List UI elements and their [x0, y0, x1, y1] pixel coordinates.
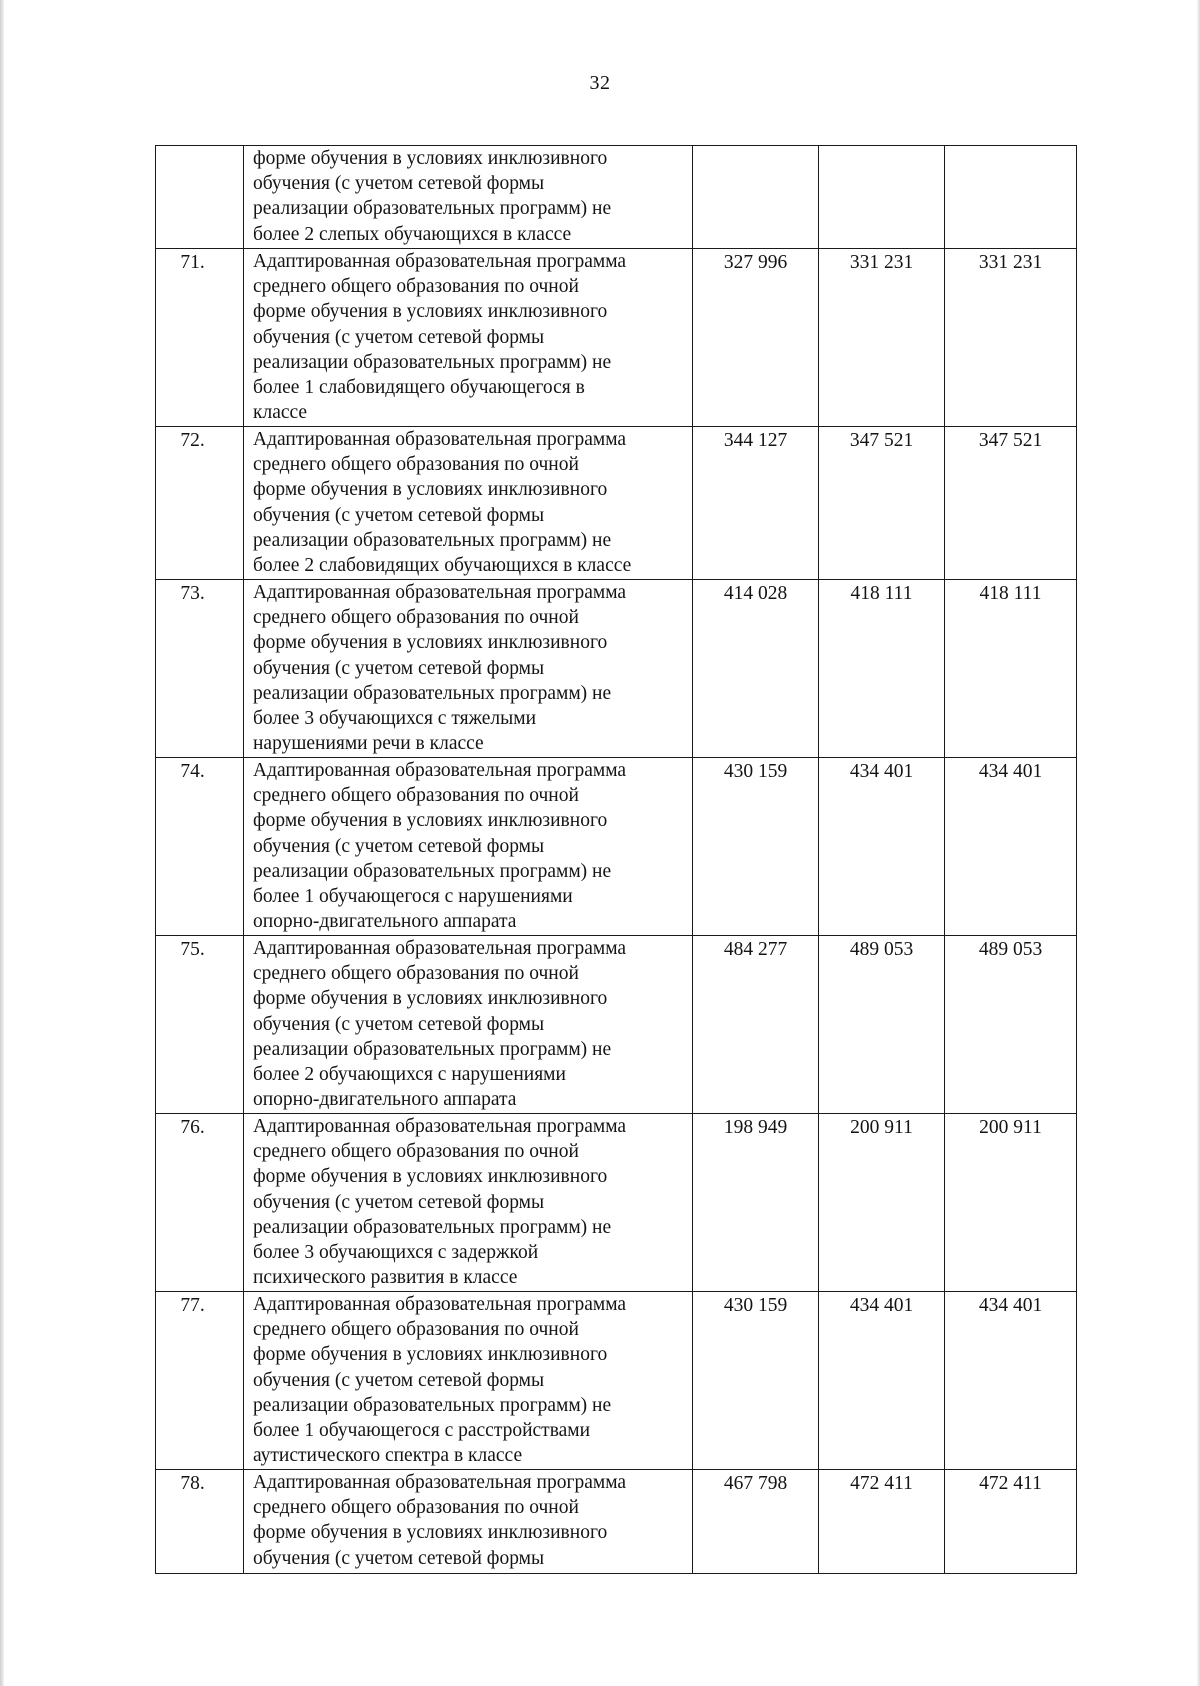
- scan-left-edge: [0, 0, 4, 1686]
- value-col-2: 331 231: [819, 249, 945, 427]
- value-col-2: [819, 146, 945, 249]
- table-row: [156, 580, 1077, 758]
- row-number: [156, 146, 244, 249]
- value-col-3: 472 411: [945, 1470, 1077, 1574]
- value-col-2: 472 411: [819, 1470, 945, 1574]
- row-number: 78.: [156, 1470, 244, 1574]
- table-row: [156, 1292, 1077, 1470]
- table-row: [156, 758, 1077, 936]
- value-col-2: 434 401: [819, 1292, 945, 1470]
- row-description: Адаптированная образовательная программа среднего общего образования по очной форме обучения в условиях инклюзивного обучения (с учетом сетевой формы реализации образовательных программ) не более 3 обучающихся с задержкой психического развития в классе: [253, 1116, 627, 1289]
- row-description: Адаптированная образовательная программа среднего общего образования по очной форме обучения в условиях инклюзивного обучения (с учетом сетевой формы реализации образовательных программ) не более 2 обучающихся с нарушениями опорно-двигательного аппарата: [253, 938, 627, 1111]
- row-number: 72.: [156, 427, 244, 580]
- value-col-1: 344 127: [693, 427, 819, 580]
- row-number: 77.: [156, 1292, 244, 1470]
- row-description: форме обучения в условиях инклюзивного обучения (с учетом сетевой формы реализации образовательных программ) не более 2 слепых обучающихся в классе: [253, 148, 612, 245]
- value-col-2: 489 053: [819, 936, 945, 1114]
- table-row: [156, 146, 1077, 249]
- row-number: 71.: [156, 249, 244, 427]
- value-col-3: 331 231: [945, 249, 1077, 427]
- value-col-1: 414 028: [693, 580, 819, 758]
- row-description: Адаптированная образовательная программа среднего общего образования по очной форме обучения в условиях инклюзивного обучения (с учетом сетевой формы реализации образовательных программ) не более 1 слабовидящего обучающегося в классе: [253, 251, 627, 424]
- table-row: [156, 427, 1077, 580]
- row-number: 75.: [156, 936, 244, 1114]
- row-description: Адаптированная образовательная программа среднего общего образования по очной форме обучения в условиях инклюзивного обучения (с учетом сетевой формы реализации образовательных программ) не более 1 обучающегося с нарушениями опорно-двигательного аппарата: [253, 760, 627, 933]
- value-col-3: 489 053: [945, 936, 1077, 1114]
- value-col-1: 467 798: [693, 1470, 819, 1574]
- page-number: 32: [589, 72, 611, 94]
- value-col-1: 327 996: [693, 249, 819, 427]
- value-col-1: 430 159: [693, 758, 819, 936]
- row-number: 73.: [156, 580, 244, 758]
- value-col-1: 198 949: [693, 1114, 819, 1292]
- value-col-1: 430 159: [693, 1292, 819, 1470]
- row-description: Адаптированная образовательная программа среднего общего образования по очной форме обучения в условиях инклюзивного обучения (с учетом сетевой формы: [253, 1472, 627, 1569]
- value-col-2: 200 911: [819, 1114, 945, 1292]
- row-description: Адаптированная образовательная программа среднего общего образования по очной форме обучения в условиях инклюзивного обучения (с учетом сетевой формы реализации образовательных программ) не более 3 обучающихся с тяжелыми нарушениями речи в классе: [253, 582, 627, 755]
- value-col-1: [693, 146, 819, 249]
- row-description: Адаптированная образовательная программа среднего общего образования по очной форме обучения в условиях инклюзивного обучения (с учетом сетевой формы реализации образовательных программ) не более 1 обучающегося с расстройствами аутистического спектра в классе: [253, 1294, 627, 1467]
- value-col-3: 347 521: [945, 427, 1077, 580]
- row-number: 74.: [156, 758, 244, 936]
- row-number: 76.: [156, 1114, 244, 1292]
- row-description: Адаптированная образовательная программа среднего общего образования по очной форме обучения в условиях инклюзивного обучения (с учетом сетевой формы реализации образовательных программ) не более 2 слабовидящих обучающихся в классе: [253, 429, 632, 577]
- tariff-table: [155, 145, 1077, 1574]
- table-row: [156, 249, 1077, 427]
- table-row: [156, 1114, 1077, 1292]
- value-col-3: [945, 146, 1077, 249]
- value-col-2: 434 401: [819, 758, 945, 936]
- table-row: [156, 1470, 1077, 1574]
- value-col-2: 347 521: [819, 427, 945, 580]
- value-col-3: 434 401: [945, 758, 1077, 936]
- table-row: [156, 936, 1077, 1114]
- value-col-3: 434 401: [945, 1292, 1077, 1470]
- value-col-2: 418 111: [819, 580, 945, 758]
- value-col-3: 418 111: [945, 580, 1077, 758]
- value-col-1: 484 277: [693, 936, 819, 1114]
- value-col-3: 200 911: [945, 1114, 1077, 1292]
